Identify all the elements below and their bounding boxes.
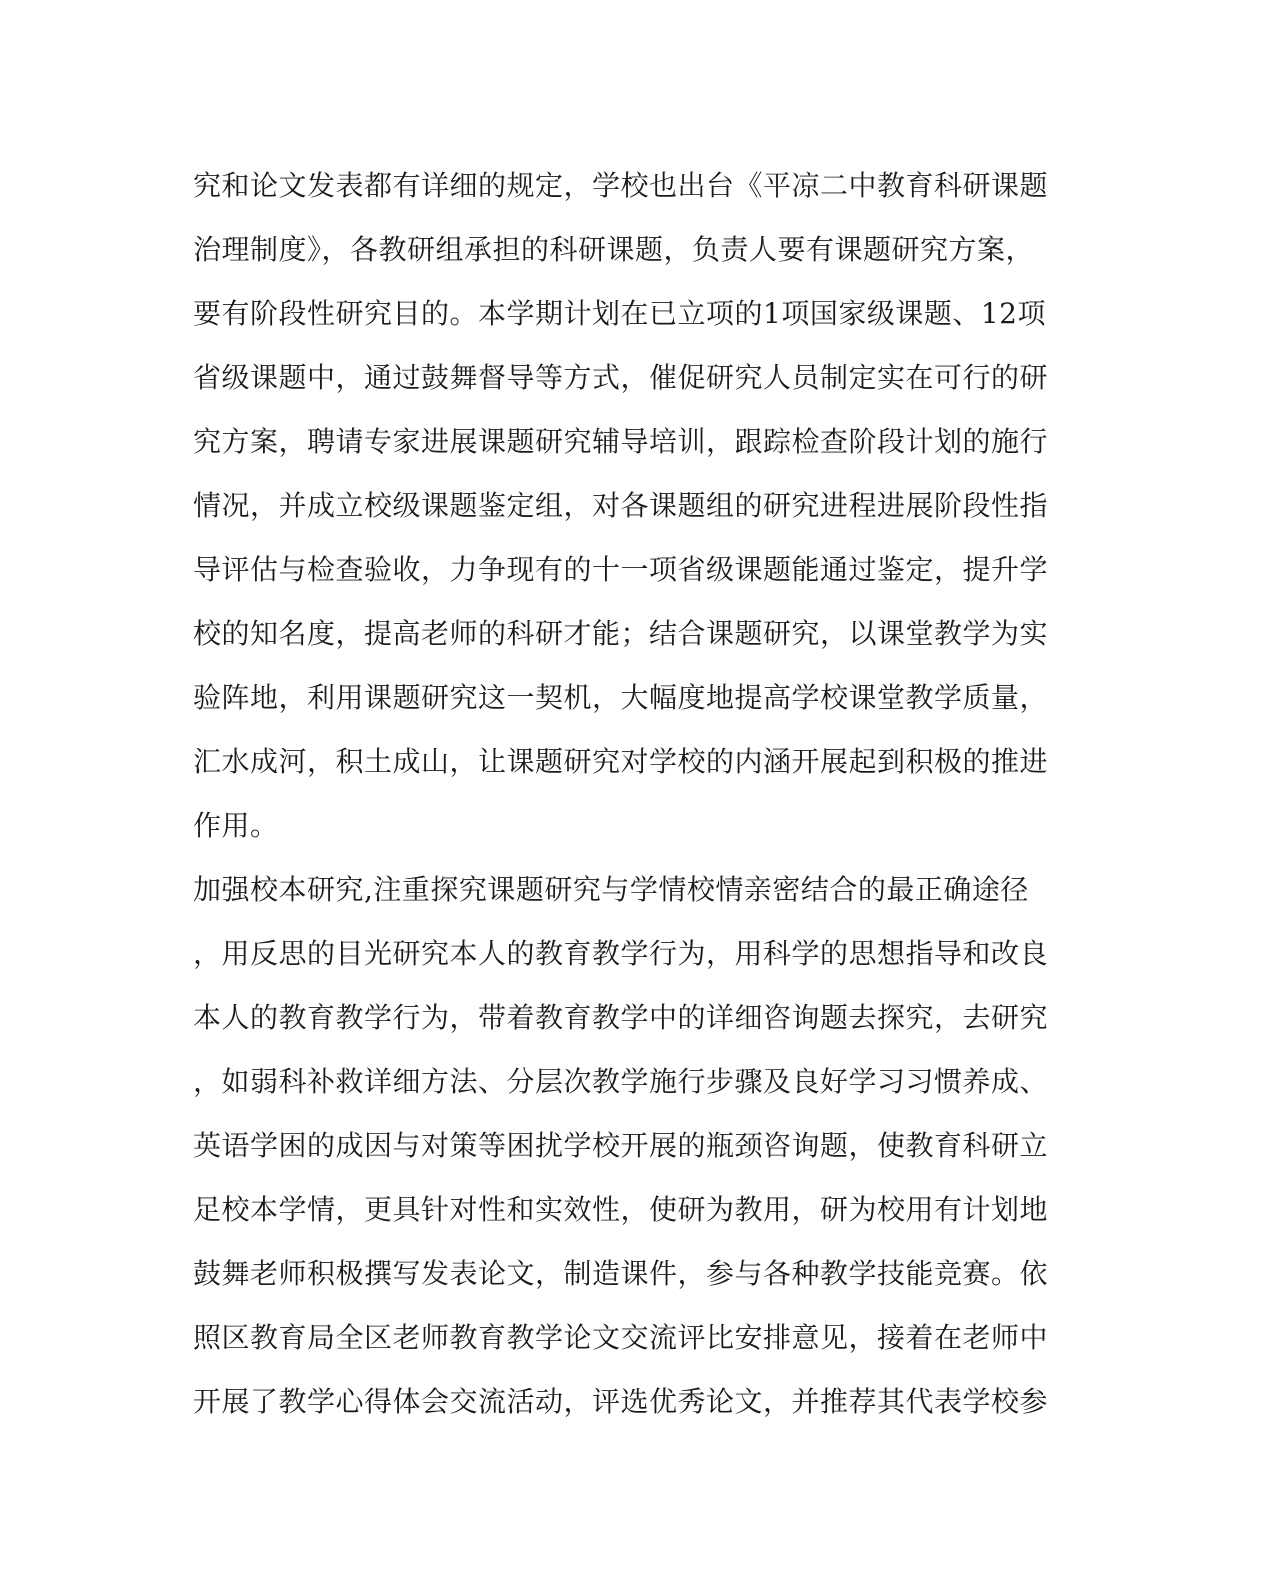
text-line: 情况，并成立校级课题鉴定组，对各课题组的研究进程进展阶段性指: [193, 489, 1049, 522]
text-line: 足校本学情，更具针对性和实效性，使研为教用，研为校用有计划地: [193, 1193, 1049, 1226]
text-line: 照区教育局全区老师教育教学论文交流评比安排意见，接着在老师中: [193, 1321, 1049, 1354]
text-line: 开展了教学心得体会交流活动，评选优秀论文，并推荐其代表学校参: [193, 1385, 1049, 1418]
text-line: ，用反思的目光研究本人的教育教学行为，用科学的思想指导和改良: [193, 937, 1049, 970]
text-line: ，如弱科补救详细方法、分层次教学施行步骤及良好学习习惯养成、: [193, 1065, 1049, 1098]
text-line: 鼓舞老师积极撰写发表论文，制造课件，参与各种教学技能竞赛。依: [193, 1257, 1049, 1290]
text-line: 验阵地，利用课题研究这一契机，大幅度地提高学校课堂教学质量，: [193, 681, 1049, 714]
text-line: 汇水成河，积土成山，让课题研究对学校的内涵开展起到积极的推进: [193, 745, 1049, 778]
text-line: 省级课题中，通过鼓舞督导等方式，催促研究人员制定实在可行的研: [193, 361, 1049, 394]
text-line: 本人的教育教学行为，带着教育教学中的详细咨询题去探究，去研究: [193, 1001, 1049, 1034]
text-line: 究和论文发表都有详细的规定，学校也出台《平凉二中教育科研课题: [193, 169, 1049, 202]
text-line: 要有阶段性研究目的。本学期计划在已立项的1项国家级课题、12项: [193, 297, 1046, 330]
body-text: [193, 154, 1073, 1434]
text-line: 究方案，聘请专家进展课题研究辅导培训，跟踪检查阶段计划的施行: [193, 425, 1049, 458]
text-line: 导评估与检查验收，力争现有的十一项省级课题能通过鉴定，提升学: [193, 553, 1049, 586]
text-line: 校的知名度，提高老师的科研才能；结合课题研究，以课堂教学为实: [193, 617, 1049, 650]
text-line: 英语学困的成因与对策等困扰学校开展的瓶颈咨询题，使教育科研立: [193, 1129, 1049, 1162]
text-line: 加强校本研究,注重探究课题研究与学情校情亲密结合的最正确途径: [193, 873, 1029, 906]
text-line: 治理制度》，各教研组承担的科研课题，负责人要有课题研究方案，: [193, 233, 1035, 266]
text-line: 作用。: [193, 809, 279, 842]
